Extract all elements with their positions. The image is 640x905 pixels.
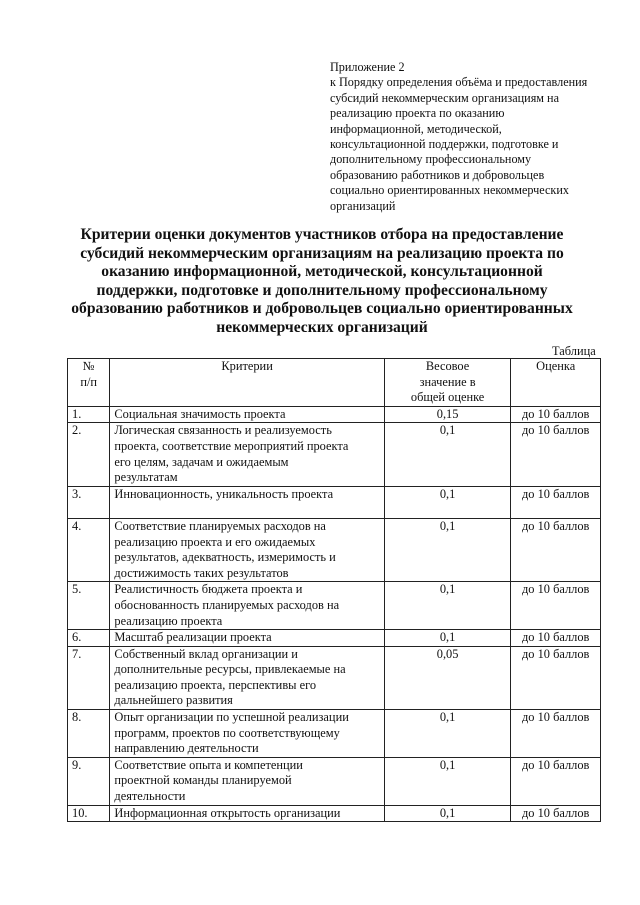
row-weight: 0,1 xyxy=(384,805,511,822)
table-label: Таблица xyxy=(552,344,596,358)
row-score: до 10 баллов xyxy=(511,518,601,581)
appendix-line: к Порядку определения объёма и предоставления xyxy=(330,75,588,90)
table-row xyxy=(68,582,601,630)
title-line: образованию работников и добровольцев социально ориентированных xyxy=(71,300,573,318)
criteria-line: Реалистичность бюджета проекта и xyxy=(114,582,303,597)
criteria-line: Опыт организации по успешной реализации xyxy=(114,710,349,725)
table-row xyxy=(68,805,601,822)
row-weight: 0,1 xyxy=(384,630,511,647)
criteria-line: проектной команды планируемой xyxy=(114,773,292,788)
row-criteria xyxy=(110,710,384,758)
row-criteria xyxy=(110,486,384,518)
row-criteria xyxy=(110,582,384,630)
row-number: 6. xyxy=(68,630,110,647)
table-row xyxy=(68,423,601,486)
criteria-line: деятельности xyxy=(114,789,186,804)
table-row xyxy=(68,406,601,423)
criteria-line: его целям, задачам и ожидаемым xyxy=(114,454,289,469)
header-weight-line: значение в xyxy=(419,374,476,389)
criteria-line: программ, проектов по соответствующему xyxy=(114,725,340,740)
row-criteria xyxy=(110,406,384,423)
row-weight: 0,1 xyxy=(384,518,511,581)
row-weight: 0,1 xyxy=(384,710,511,758)
criteria-line xyxy=(114,502,379,518)
appendix-line: дополнительному профессиональному xyxy=(330,152,532,167)
criteria-line: направлению деятельности xyxy=(114,741,259,756)
criteria-line: реализацию проекта и его ожидаемых xyxy=(114,534,316,549)
row-score: до 10 баллов xyxy=(511,805,601,822)
header-num xyxy=(68,359,110,407)
row-number: 3. xyxy=(68,486,110,518)
row-number: 9. xyxy=(68,757,110,805)
row-score: до 10 баллов xyxy=(511,630,601,647)
header-weight-line: общей оценке xyxy=(410,390,485,405)
criteria-line: Логическая связанность и реализуемость xyxy=(114,423,332,438)
appendix-line: социально ориентированных некоммерческих xyxy=(330,183,569,198)
row-weight: 0,05 xyxy=(384,646,511,709)
criteria-line: проекта, соответствие мероприятий проекта xyxy=(114,438,349,453)
row-score: до 10 баллов xyxy=(511,757,601,805)
row-number: 1. xyxy=(68,406,110,423)
header-weight xyxy=(384,359,511,407)
row-weight: 0,1 xyxy=(384,582,511,630)
row-weight: 0,1 xyxy=(384,423,511,486)
table-row xyxy=(68,710,601,758)
header-weight-line: Весовое xyxy=(425,359,470,373)
header-criteria: Критерии xyxy=(110,359,384,407)
criteria-line: Собственный вклад организации и xyxy=(114,646,298,661)
row-score: до 10 баллов xyxy=(511,486,601,518)
table-header-row xyxy=(68,359,601,407)
criteria-line: реализацию проекта xyxy=(114,613,223,628)
row-weight: 0,1 xyxy=(384,486,511,518)
table-row xyxy=(68,646,601,709)
document-title xyxy=(62,226,582,338)
title-line: Критерии оценки документов участников отбора на предоставление xyxy=(80,226,564,243)
row-criteria xyxy=(110,423,384,486)
table-row xyxy=(68,757,601,805)
row-score: до 10 баллов xyxy=(511,423,601,486)
row-weight: 0,15 xyxy=(384,406,511,423)
row-criteria xyxy=(110,805,384,822)
row-number: 7. xyxy=(68,646,110,709)
appendix-line: образованию работников и добровольцев xyxy=(330,167,545,182)
row-score: до 10 баллов xyxy=(511,646,601,709)
criteria-line: Инновационность, уникальность проекта xyxy=(114,486,334,501)
table-row xyxy=(68,486,601,518)
table-row xyxy=(68,518,601,581)
row-number: 5. xyxy=(68,582,110,630)
title-line: некоммерческих организаций xyxy=(216,318,428,336)
header-num-line: № xyxy=(82,359,95,373)
appendix-line: информационной, методической, xyxy=(330,121,502,136)
criteria-line: реализацию проекта, перспективы его xyxy=(114,677,317,692)
criteria-line: Соответствие опыта и компетенции xyxy=(114,757,303,772)
row-number: 10. xyxy=(68,805,110,822)
row-number: 4. xyxy=(68,518,110,581)
appendix-line: субсидий некоммерческим организациям на xyxy=(330,90,559,105)
row-number: 2. xyxy=(68,423,110,486)
row-criteria xyxy=(110,630,384,647)
row-criteria xyxy=(110,646,384,709)
criteria-line: дальнейшего развития xyxy=(114,693,233,708)
appendix-line: консультационной поддержки, подготовке и xyxy=(330,137,559,152)
criteria-line: достижимость таких результатов xyxy=(114,565,289,580)
title-line: оказанию информационной, методической, консультационной xyxy=(101,263,543,281)
row-criteria xyxy=(110,518,384,581)
appendix-note xyxy=(330,60,620,214)
row-criteria xyxy=(110,757,384,805)
criteria-line: обоснованность планируемых расходов на xyxy=(114,597,340,612)
title-line: поддержки, подготовке и дополнительному профессиональному xyxy=(96,281,548,299)
table-row xyxy=(68,630,601,647)
row-score: до 10 баллов xyxy=(511,406,601,423)
criteria-line: Информационная открытость организации xyxy=(114,805,341,820)
row-weight: 0,1 xyxy=(384,757,511,805)
header-score: Оценка xyxy=(511,359,601,407)
appendix-line: организаций xyxy=(330,198,396,213)
criteria-table xyxy=(67,358,601,822)
row-number: 8. xyxy=(68,710,110,758)
criteria-line: дополнительные ресурсы, привлекаемые на xyxy=(114,662,346,677)
header-num-line: п/п xyxy=(80,374,98,389)
criteria-line: результатам xyxy=(114,470,178,485)
criteria-line: результатов, адекватность, измеримость и xyxy=(114,550,336,565)
row-score: до 10 баллов xyxy=(511,710,601,758)
criteria-line: Социальная значимость проекта xyxy=(114,406,286,421)
appendix-line: Приложение 2 xyxy=(330,60,405,74)
criteria-line: Масштаб реализации проекта xyxy=(114,630,272,645)
row-score: до 10 баллов xyxy=(511,582,601,630)
criteria-line: Соответствие планируемых расходов на xyxy=(114,518,326,533)
appendix-line: реализацию проекта по оказанию xyxy=(330,106,505,121)
title-line: субсидий некоммерческим организациям на реализацию проекта по xyxy=(80,244,564,262)
